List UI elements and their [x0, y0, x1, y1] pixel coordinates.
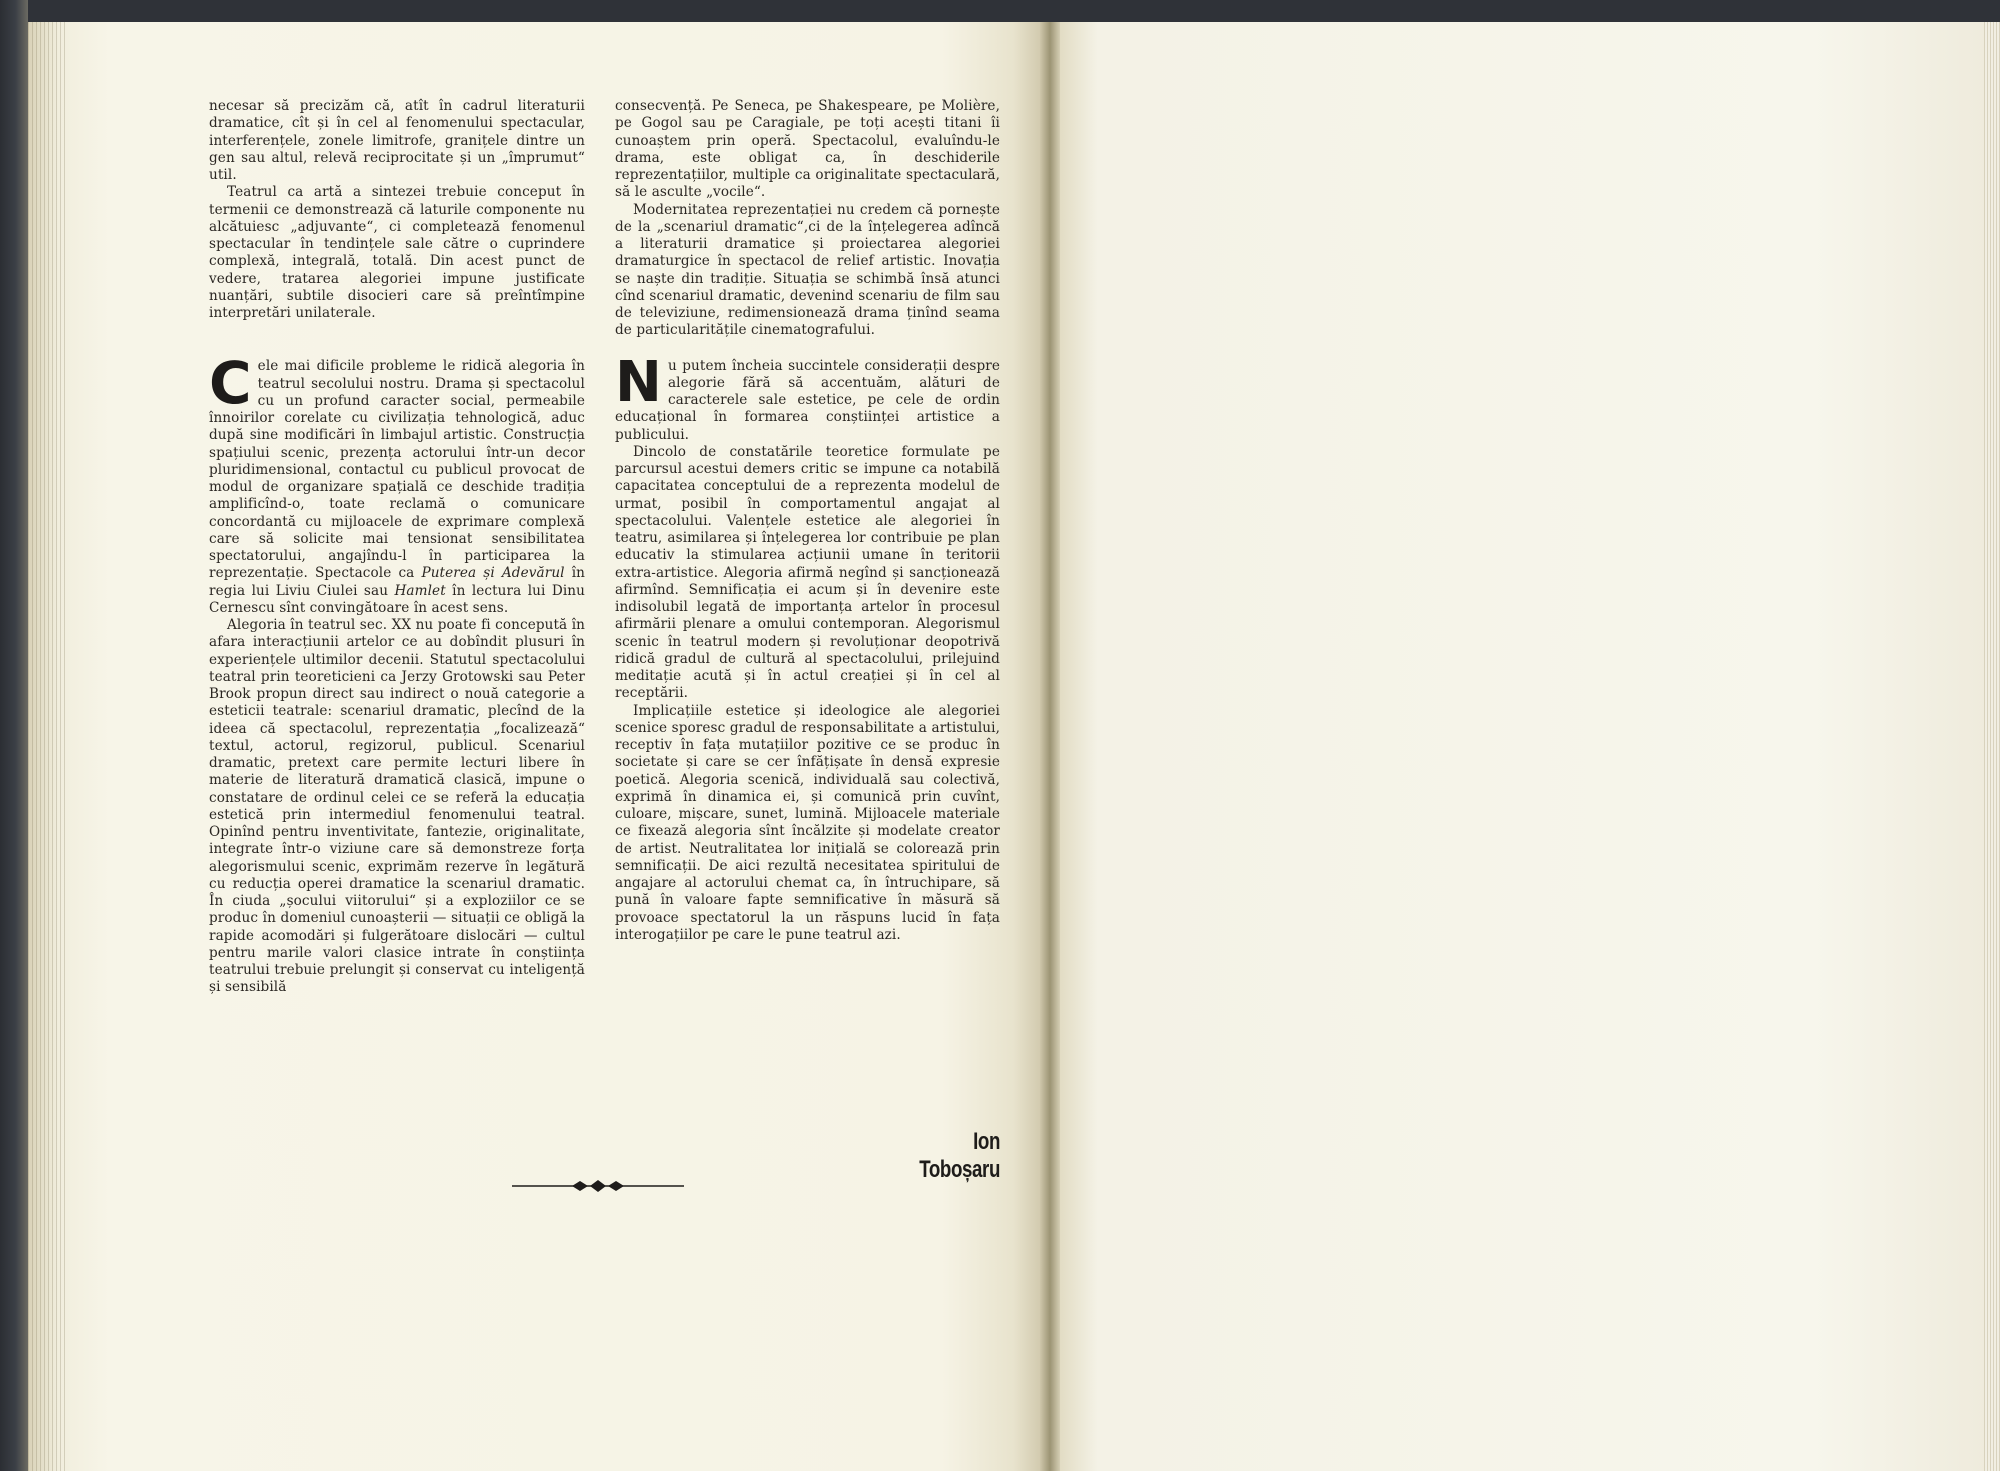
section-opening-paragraph [615, 349, 1000, 444]
paragraph: consecvență. Pe Seneca, pe Shakespeare, pe Molière, pe Gogol sau pe Caragiale, pe toți acești titani îi cunoaștem prin operă. Spectacolul, evaluîndu-le drama, este obligat ca, în deschiderile reprezentațiilor, multiple ca originalitate spectaculară, să le asculte „vocile“. [615, 98, 1000, 201]
paragraph-text: u putem încheia succintele considerații despre alegorie fără să accentuăm, alături de caracterele sale estetice, pe cele de ordin educațional în formarea conștiinței artistice a publicului. [615, 357, 1000, 443]
work-title: Hamlet [394, 582, 446, 599]
section-spacer [615, 340, 1000, 358]
book-spine [0, 0, 28, 1471]
right-page-blank [1060, 22, 2000, 1471]
paragraph: Modernitatea reprezentației nu credem că pornește de la „scenariul dramatic“,ci de la înțelegerea adîncă a literaturii dramatice și proiectarea alegoriei dramaturgice în spectacol de relief artistic. Inovația se naște din tradiție. Situația se schimbă însă atunci cînd scenariul dramatic, devenind scenariu de film sau de televiziune, redimensionează drama ținînd seama de particularitățile cinematografului. [615, 201, 1000, 339]
section-spacer [209, 322, 585, 340]
end-of-article-ornament-icon [510, 1178, 686, 1194]
paragraph: Alegoria în teatrul sec. XX nu poate fi concepută în afara interacțiunii artelor ce au dobîndit plusuri în experiențele ultimilor decenii. Statutul spectacolului teatral prin teoreticieni ca Jerzy Grotowski sau Peter Brook propun direct sau indirect o nouă categorie a esteticii teatrale: scenariul dramatic, plecînd de la ideea că spectacolul, reprezentația „focalizează“ textul, actorul, regizorul, publicul. Scenariul dramatic, pretext care permite lecturi libere în materie de literatură dramatică clasică, impune o constatare de ordinul celei ce se referă la educația estetică prin intermediul fenomenului teatral. Opinînd pentru inventivitate, fantezie, originalitate, integrate într-o viziune care să demonstreze forța alegorismului scenic, exprimăm rezerve în legătură cu reducția operei dramatice la scenariul dramatic. În ciuda „șocului viitorului“ și a exploziilor ce se produc în domeniul cunoașterii — situații ce obligă la rapide acomodări și fulgerătoare dislocări — cultul pentru marile valori clasice intrate în conștiința teatrului trebuie prelungit și conservat cu inteligență și sensibilă [209, 617, 585, 996]
paragraph: Dincolo de constatările teoretice formulate pe parcursul acestui demers critic se impune ca notabilă capacitatea conceptului de a reprezenta modelul de urmat, posibil în comportamentul angajat al spectacolului. Valențele estetice ale alegoriei în teatru, asimilarea și înțelegerea lor contribuie pe plan educativ la stimularea acțiunii umane în teritorii extra-artistice. Alegoria afirmă negînd și sancționează afirmînd. Semnificația ei acum și în devenire este indisolubil legată de importanța artelor în procesul afirmării plenare a omului contemporan. Alegorismul scenic în teatrul modern și revoluționar deopotrivă ridică gradul de cultură al spectacolului, prilejuind meditație acută și în actul creației și în cel al receptării. [615, 443, 1000, 702]
paragraph: Teatrul ca artă a sintezei trebuie conceput în termenii ce demonstrează că laturile componente nu alcătuiesc „adjuvante“, ci completează fenomenul spectacular în tendințele sale către o cuprindere complexă, integrală, totală. Din acest punct de vedere, tratarea alegoriei impune justificate nuanțări, subtile disocieri care să preîntîmpine interpretări unilaterale. [209, 184, 585, 321]
author-signature: Ion Toboșaru [919, 1128, 1000, 1183]
paragraph-text: în regia lui Liviu Ciulei sau [209, 565, 585, 599]
paragraph: Implicațiile estetice și ideologice ale alegoriei scenice sporesc gradul de responsabilitate a artistului, receptiv în fața mutațiilor pozitive ce se produc în societate și care se cer înfățișate în densă expresie poetică. Alegoria scenică, individuală sau colectivă, exprimă în dinamica ei, și comunică prin cuvînt, culoare, mișcare, sunet, lumină. Mijloacele materiale ce fixează alegoria sînt încălzite și modelate creator de artist. Neutralitatea lor inițială se colorează prin semnificații. De aici rezultă necesitatea spiritului de angajare al actorului chemat ca, în întruchipare, să pună în valoare fapte semnificative în măsură să provoace spectatorul la un răspuns lucid în fața interogațiilor pe care le pune teatrul azi. [615, 702, 1000, 943]
text-column-1 [209, 98, 585, 997]
text-column-2 [615, 98, 1000, 944]
drop-cap: C [209, 349, 252, 418]
section-spacer [209, 340, 585, 358]
section-opening-paragraph [209, 349, 585, 617]
left-page-edges [28, 22, 68, 1471]
book-gutter [1040, 22, 1060, 1471]
drop-cap: N [615, 349, 662, 415]
paragraph: necesar să precizăm că, atît în cadrul literaturii dramatice, cît și în cel al fenomenului spectacular, interferențele, zonele limitrofe, granițele dintre un gen sau altul, relevă reciprocitate și un „împrumut“ util. [209, 98, 585, 183]
right-page-edges [1984, 22, 2000, 1471]
scan-background [28, 0, 2000, 24]
paragraph-text: ele mai dificile probleme le ridică alegoria în teatrul secolului nostru. Drama și spectacolul cu un profund caracter social, permeabile înnoirilor corelate cu civilizația tehnologică, aduc după sine modificări în limbajul artistic. Construcția spațiului scenic, prezența actorului într-un decor pluridimensional, contactul cu publicul provocat de modul de organizare spațială ce deschide tradiția amplificînd-o, toate reclamă o comunicare concordantă cu mijloacele de exprimare complexă care să solicite mai tensionat sensibilitatea spectatorului, angajîndu-l în participarea la reprezentație. Spectacole ca [209, 358, 585, 582]
paragraph-text: în lectura lui Dinu Cernescu sînt convingătoare în acest sens. [209, 582, 585, 616]
work-title: Puterea și Adevărul [421, 565, 565, 582]
